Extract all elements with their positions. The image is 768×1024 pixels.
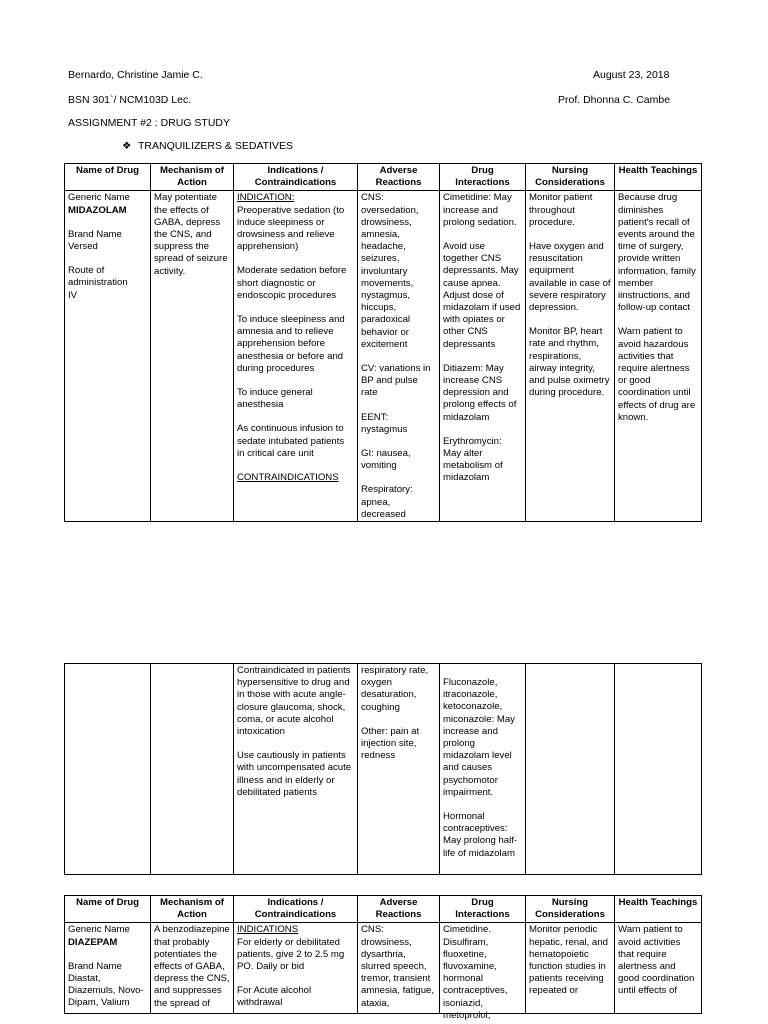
adverse-item: CV: variations in BP and pulse rate [361, 363, 431, 399]
table-row [65, 191, 702, 522]
interactions-cell [440, 191, 526, 522]
nursing-item: Monitor patient throughout procedure. [529, 192, 593, 228]
subtitle-text: TRANQUILIZERS & SEDATIVES [138, 140, 294, 152]
col-header-interactions: Drug Interactions [440, 164, 526, 191]
adverse-item: Respiratory: apnea, decreased [361, 484, 413, 520]
diamond-bullet-icon: ❖ [122, 140, 132, 152]
drug-name-cell [65, 923, 151, 1014]
nursing-item: Have oxygen and resuscitation equipment available in case of severe respiratory depression. [529, 241, 611, 314]
indications-cell [234, 191, 358, 522]
indication-heading: INDICATION: [237, 192, 295, 204]
generic-name: DIAZEPAM [68, 936, 118, 948]
col-header-indications: Indications / Contraindications [234, 164, 358, 191]
col-header-teachings: Health Teachings [615, 164, 702, 191]
adverse-item: CNS: oversedation, drowsiness, amnesia, headache, seizures, involuntary movements, nystagmus, hiccups, paradoxical behavior or excitement [361, 192, 419, 350]
mechanism-cell [151, 191, 234, 522]
teachings-cell [615, 664, 702, 875]
col-header-mechanism: Mechanism of Action [151, 164, 234, 191]
contraindication-item: Use cautiously in patients with uncompensated acute illness and in elderly or debilitated patients [237, 750, 352, 798]
adverse-item: CNS: drowsiness, dysarthria, slurred speech, tremor, transient amnesia, fatigue, ataxia, [361, 924, 435, 1009]
adverse-item: EENT: nystagmus [361, 411, 408, 435]
col-header-nursing: Nursing Considerations [526, 164, 615, 191]
assignment-title: ASSIGNMENT #2 : DRUG STUDY [68, 117, 231, 129]
col-header-mechanism: Mechanism of Action [151, 896, 234, 923]
nursing-cell [526, 923, 615, 1014]
teachings-cell [615, 923, 702, 1014]
nursing-item: Monitor periodic hepatic, renal, and hematopoietic function studies in patients receiving repeated or [529, 924, 608, 997]
professor-name: Prof. Dhonna C. Cambe [558, 94, 671, 106]
teachings-cell [615, 191, 702, 522]
adverse-cell [358, 923, 440, 1014]
nursing-cell [526, 664, 615, 875]
generic-name-label: Generic Name [68, 924, 130, 936]
table-row [65, 923, 702, 1014]
drug-table-midazolam [64, 163, 702, 522]
brand-name: Brand Name Diastat, Diazemuls, Novo-Dipam, Valium [68, 960, 144, 1009]
mechanism-cell [151, 664, 234, 875]
adverse-item: respiratory rate, oxygen desaturation, coughing [361, 665, 429, 713]
contraindication-item: Contraindicated in patients hypersensitive to drug and in those with acute angle-closure glaucoma, shock, coma, or acute alcohol intoxication [237, 665, 351, 738]
indication-item: For elderly or debilitated patients, give 2 to 2.5 mg PO. Daily or bid [237, 936, 345, 973]
nursing-item: Monitor BP, heart rate and rhythm, respirations, airway integrity, and pulse oximetry during procedure. [529, 326, 610, 399]
table-header-row [65, 896, 702, 923]
mechanism-cell [151, 923, 234, 1014]
brand-name: Brand Name Versed [68, 228, 122, 253]
mechanism-text: May potentiate the effects of GABA, depress the CNS, and suppress the spread of seizure activity. [154, 192, 228, 277]
indication-heading: INDICATIONS [237, 924, 299, 936]
col-header-indications: Indications / Contraindications [234, 896, 358, 923]
drug-name-cell [65, 191, 151, 522]
drug-table-diazepam [64, 895, 702, 1021]
student-name: Bernardo, Christine Jamie C. [68, 69, 203, 81]
col-header-name: Name of Drug [65, 164, 151, 191]
interactions-cell [440, 664, 526, 875]
generic-name: MIDAZOLAM [68, 204, 127, 216]
interaction-item: Ditiazem: May increase CNS depression and prolong effects of midazolam [443, 362, 517, 423]
drug-class-subtitle [122, 140, 293, 152]
indication-item: For Acute alcohol withdrawal [237, 985, 312, 1009]
route-of-administration: Route of administration IV [68, 265, 128, 301]
nursing-cell [526, 191, 615, 522]
assignment-date: August 23, 2018 [593, 69, 670, 81]
table-row [65, 664, 702, 875]
generic-name-label: Generic Name [68, 192, 130, 204]
course-code: BSN 301`/ NCM103D Lec. [68, 94, 192, 106]
adverse-cell [358, 664, 440, 875]
indication-item: Preoperative sedation (to induce sleepiness or drowsiness and relieve apprehension) [237, 204, 345, 253]
col-header-teachings: Health Teachings [615, 896, 702, 923]
interaction-item: Fluconazole, itraconazole, ketoconazole, miconazole: May increase and prolong midazolam level and causes psychomotor impairment. [443, 677, 515, 798]
contraindications-heading: CONTRAINDICATIONS [237, 472, 339, 484]
interaction-item: Erythromycin: May alter metabolism of midazolam [443, 435, 503, 484]
adverse-cell [358, 191, 440, 522]
adverse-item: Other: pain at injection site, redness [361, 725, 420, 762]
indications-cell [234, 664, 358, 875]
col-header-interactions: Drug Interactions [440, 896, 526, 923]
interaction-item: Avoid use together CNS depressants. May cause apnea. Adjust dose of midazolam if used with opiates or other CNS depressants [443, 241, 521, 350]
indication-item: To induce general anesthesia [237, 387, 313, 411]
interactions-cell [440, 923, 526, 1021]
col-header-name: Name of Drug [65, 896, 151, 923]
indication-item: As continuous infusion to sedate intubated patients in critical care unit [237, 423, 345, 459]
interaction-item: Cimetidine. Disulfiram, fluoxetine, fluvoxamine, hormonal contraceptives, isoniazid, metoprolol, [443, 924, 508, 1021]
indication-item: To induce sleepiness and amnesia and to relieve apprehension before anesthesia or before and during procedures [237, 314, 345, 374]
teaching-item: Warn patient to avoid activities that require alertness and good coordination until effects of [618, 924, 695, 997]
drug-table-continuation [64, 663, 702, 875]
col-header-adverse: Adverse Reactions [358, 164, 440, 191]
indication-item: Moderate sedation before short diagnostic or endoscopic procedures [237, 265, 347, 301]
mechanism-text: A benzodiazepine that probably potentiates the effects of GABA, depress the CNS, and suppresses the spread of [154, 924, 230, 1009]
interaction-item: Hormonal contraceptives: May prolong half-life of midazolam [443, 811, 518, 859]
drug-name-cell [65, 664, 151, 875]
table-header-row [65, 164, 702, 191]
interaction-item: Cimetidine: May increase and prolong sedation. [443, 192, 517, 228]
teaching-item: Warn patient to avoid hazardous activities that require alertness or good coordination until effects of drug are known. [618, 326, 696, 423]
adverse-item: GI: nausea, vomiting [361, 448, 411, 472]
teaching-item: Because drug diminishes patient's recall of events around the time of surgery, provide written information, family member iinstructions, and follow-up contact [618, 192, 696, 314]
col-header-nursing: Nursing Considerations [526, 896, 615, 923]
indications-cell [234, 923, 358, 1014]
col-header-adverse: Adverse Reactions [358, 896, 440, 923]
